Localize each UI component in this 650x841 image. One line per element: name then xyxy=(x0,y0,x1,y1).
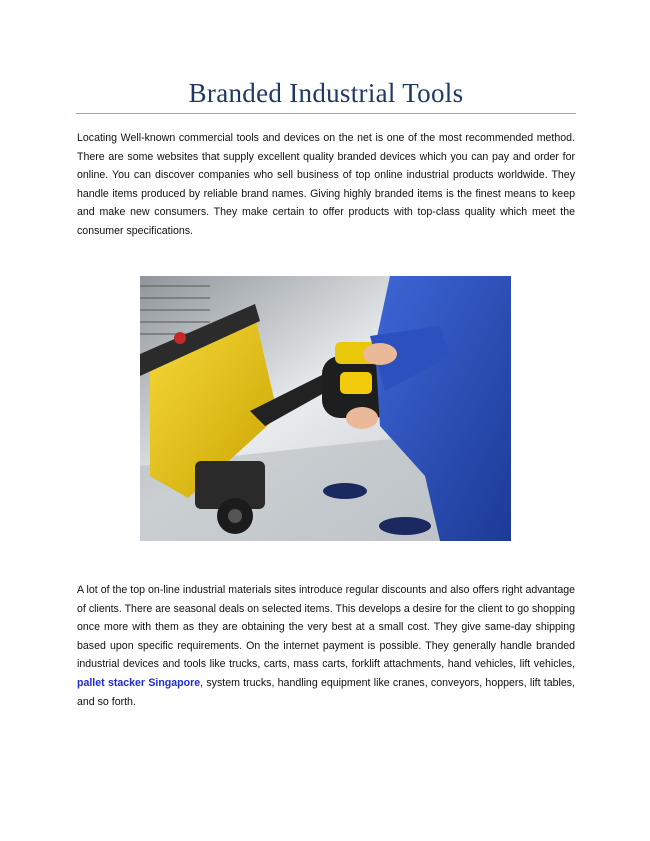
details-paragraph xyxy=(77,581,575,711)
pallet-stacker-link[interactable]: pallet stacker Singapore xyxy=(77,676,201,689)
intro-paragraph: Locating Well-known commercial tools and devices on the net is one of the most recommended method. There are some websites that supply excellent quality branded devices which you can pay and order for online. You can discover companies who sell business of top online industrial products worldwide. They handle items produced by reliable brand names. Giving highly branded items is the finest means to keep and make new consumers. They make certain to offer products with top-class quality which meet the consumer specifications. xyxy=(77,132,575,237)
pallet-truck-photo xyxy=(140,276,511,541)
page-title: Branded Industrial Tools xyxy=(188,78,464,108)
pallet-truck-illustration xyxy=(140,276,511,541)
details-text-start: A lot of the top on-line industrial materials sites introduce regular discounts and also offers right advantage of clients. There are seasonal deals on selected items. This develops a desire for the client to go shopping once more with them as they are obtaining the very best at a small cost. They give same-day shipping based upon specific requirements. On the internet payment is possible. They generally handle branded industrial devices and tools like trucks, carts, mass carts, forklift attachments, hand vehicles, lift vehicles, xyxy=(77,584,575,671)
title-underline xyxy=(76,113,576,114)
details-text-end: , system trucks, handling equipment like cranes, conveyors, hoppers, lift tables, and so forth. xyxy=(77,676,576,708)
